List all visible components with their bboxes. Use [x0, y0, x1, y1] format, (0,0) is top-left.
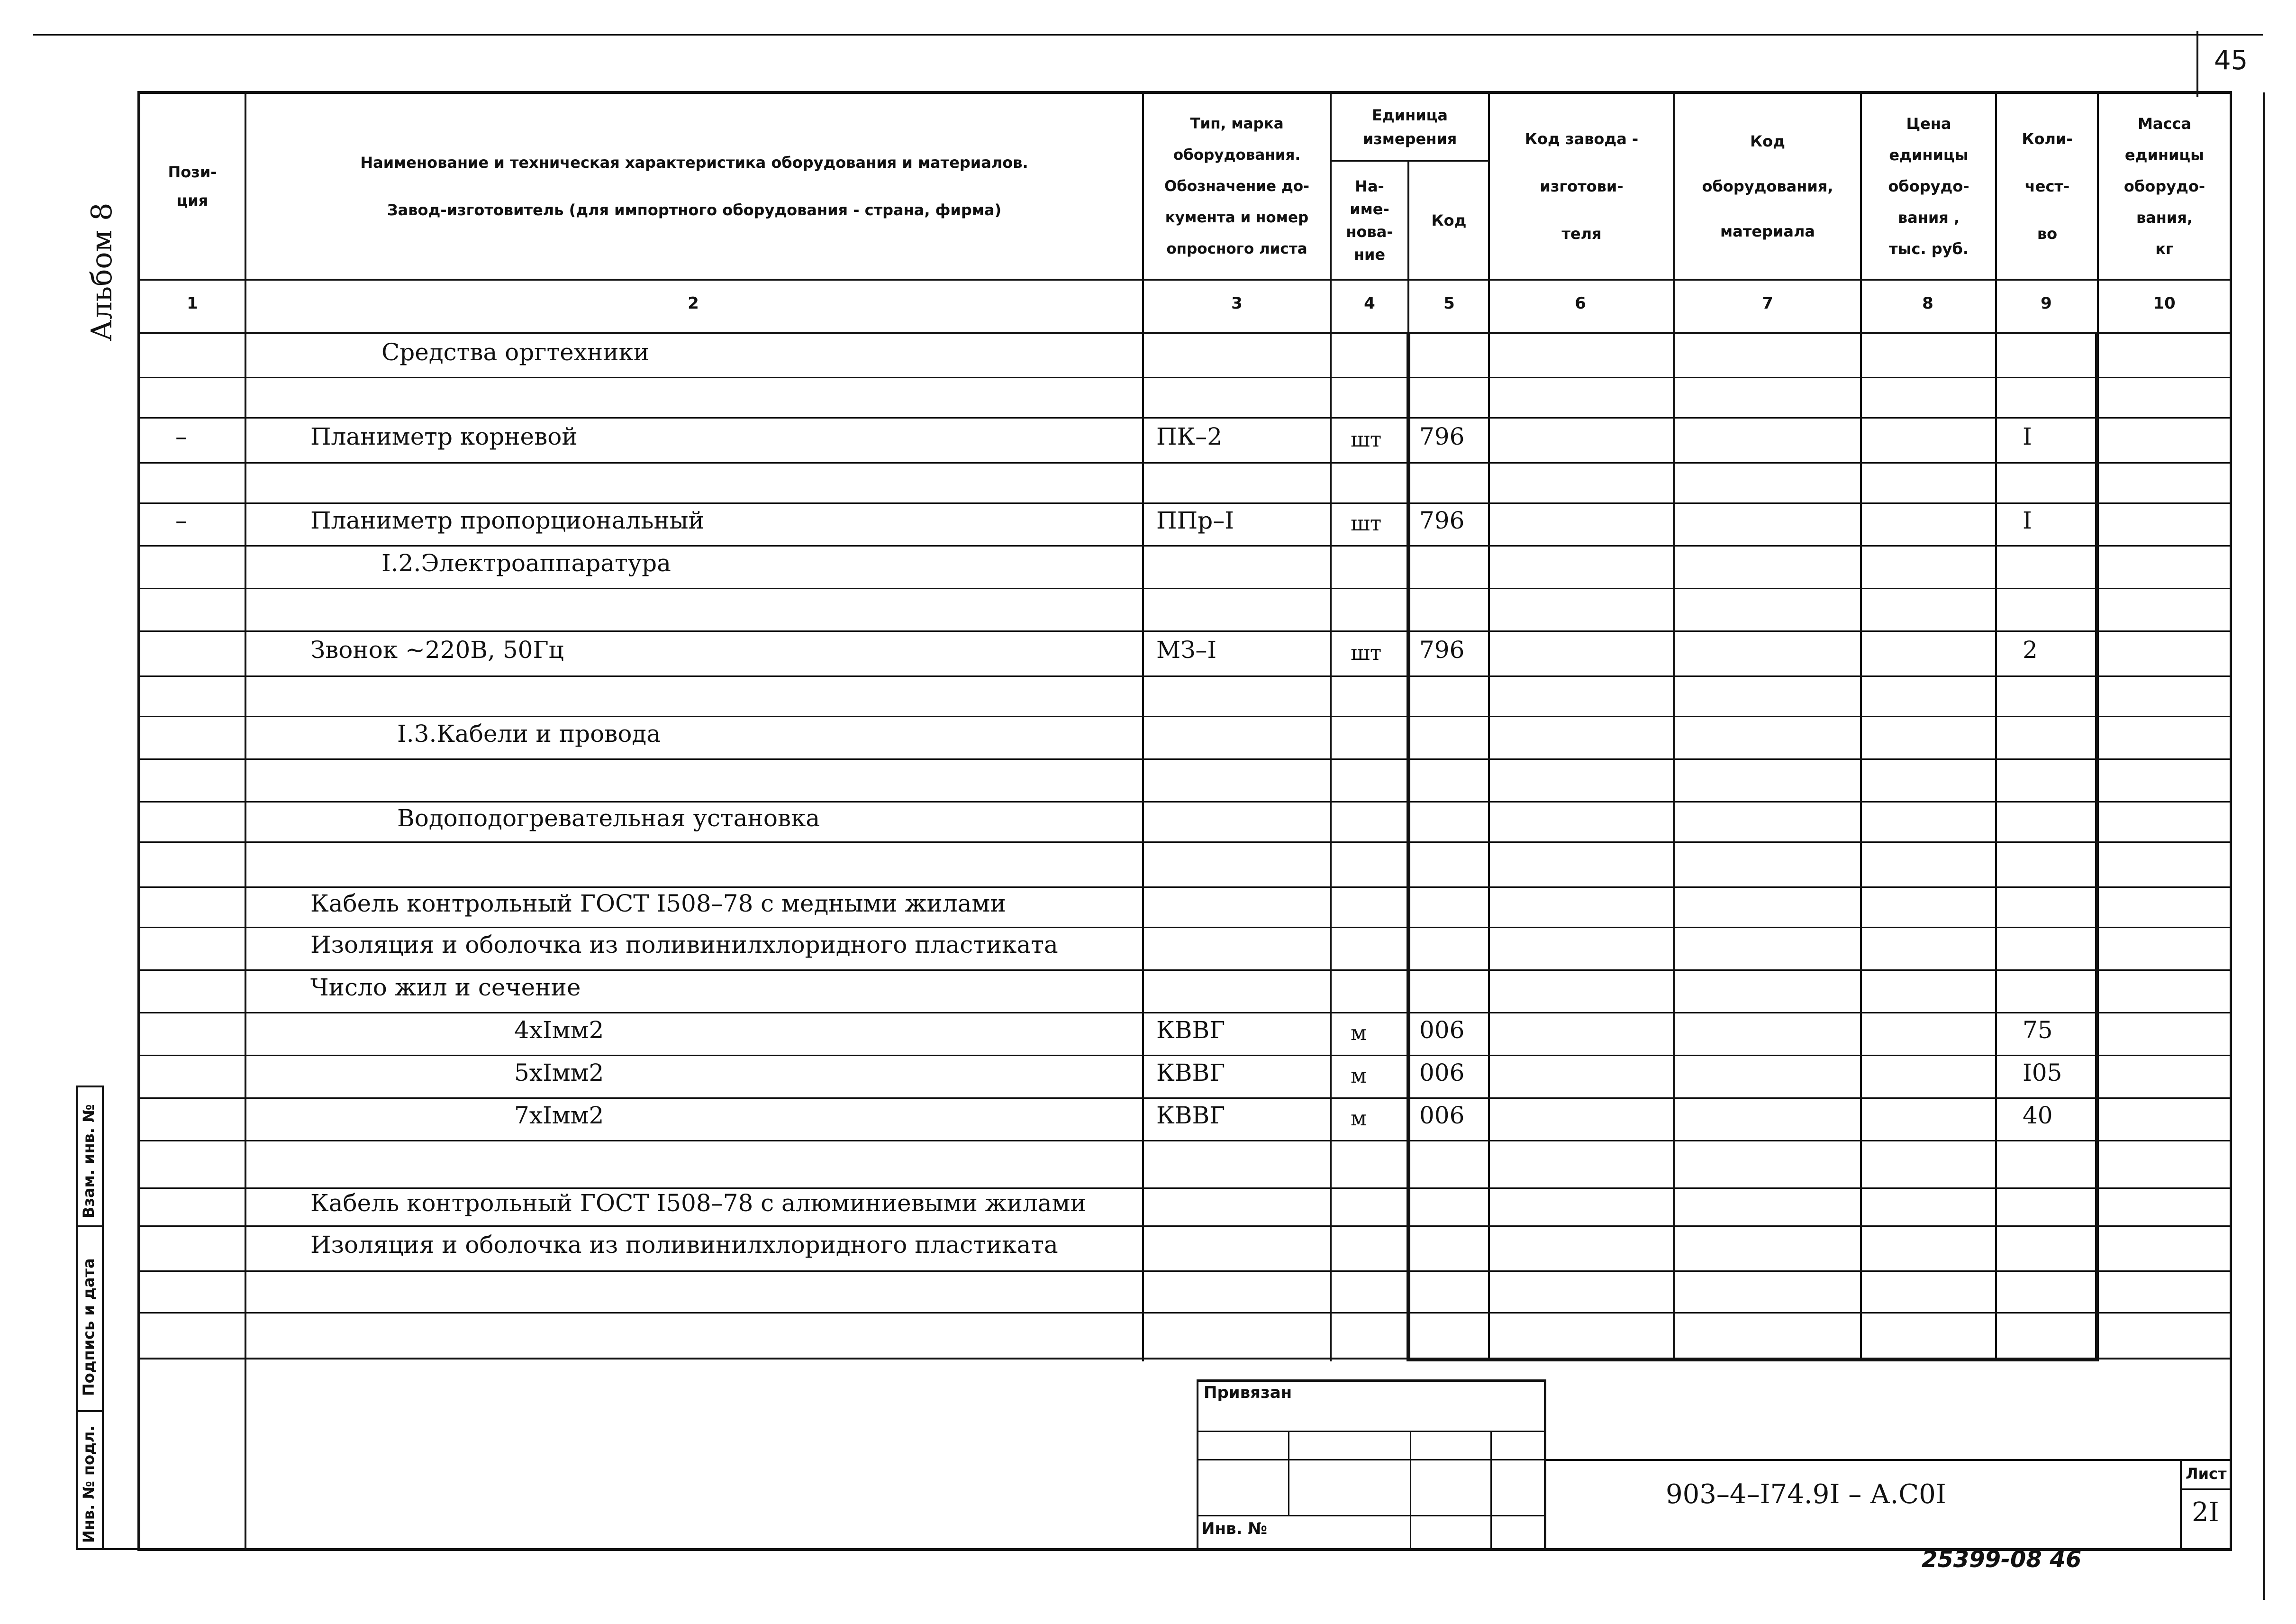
- row-position: –: [175, 422, 187, 450]
- row-name: 7xIмм2: [514, 1102, 604, 1129]
- list-label: Лист: [2186, 1465, 2227, 1483]
- inv-no-label: Инв. №: [1201, 1519, 1268, 1538]
- document-designation: 903–4–I74.9I – А.С0I: [1666, 1479, 1946, 1510]
- row-name: Водоподогревательная установка: [397, 804, 820, 832]
- row-type: КВВГ: [1156, 1102, 1225, 1129]
- column-number-6: 6: [1575, 294, 1586, 313]
- column-number-8: 8: [1922, 294, 1933, 313]
- row-quantity: I05: [2023, 1059, 2062, 1086]
- row-name: 5xIмм2: [514, 1059, 604, 1086]
- column-number-9: 9: [2041, 294, 2052, 313]
- header-unit: Единица измерения: [1362, 106, 1457, 148]
- row-code: 796: [1419, 422, 1465, 450]
- header-col8: Цена единицы оборудо- вания , тыс. руб.: [1888, 115, 1969, 258]
- row-code: 796: [1419, 507, 1465, 534]
- row-name: I.3.Кабели и провода: [397, 720, 661, 748]
- row-quantity: I: [2023, 422, 2032, 450]
- stamp-inv-podl: Инв. № подл.: [80, 1425, 98, 1543]
- row-unit: шт: [1351, 427, 1382, 452]
- row-quantity: 2: [2023, 636, 2038, 664]
- row-unit: м: [1351, 1064, 1367, 1088]
- column-number-10: 10: [2153, 294, 2176, 313]
- row-name: Кабель контрольный ГОСТ I508–78 с медными жилами: [310, 889, 1006, 917]
- row-quantity: I: [2023, 507, 2032, 534]
- row-code: 006: [1419, 1016, 1465, 1044]
- album-label: Альбом 8: [85, 202, 118, 341]
- column-number-5: 5: [1443, 294, 1455, 313]
- row-type: ППр–I: [1156, 507, 1234, 534]
- column-number-1: 1: [187, 294, 198, 313]
- row-name: Планиметр пропорциональный: [310, 507, 704, 534]
- row-unit: шт: [1351, 640, 1382, 665]
- row-name: Изоляция и оболочка из поливинилхлоридного пластиката: [310, 1231, 1058, 1259]
- column-number-4: 4: [1364, 294, 1375, 313]
- list-number: 2I: [2192, 1497, 2219, 1528]
- header-col2: Наименование и техническая характеристика оборудования и материалов. Завод-изготовитель (для импортного оборудования - страна, фирма): [360, 154, 1028, 219]
- row-unit: м: [1351, 1106, 1367, 1131]
- column-number-3: 3: [1231, 294, 1243, 313]
- row-name: I.2.Электроаппаратура: [381, 549, 671, 577]
- row-code: 006: [1419, 1059, 1465, 1086]
- header-col3: Тип, марка оборудования. Обозначение до- кумента и номер опросного листа: [1164, 115, 1310, 257]
- footer-code: 25399-08 46: [1922, 1546, 2082, 1573]
- row-type: ПК–2: [1156, 422, 1223, 450]
- row-name: Число жил и сечение: [310, 974, 581, 1001]
- row-code: 006: [1419, 1102, 1465, 1129]
- row-name: Звонок ~220В, 50Гц: [310, 636, 564, 664]
- header-col6: Код завода - изготови- теля: [1525, 130, 1639, 243]
- column-number-7: 7: [1762, 294, 1773, 313]
- row-name: Планиметр корневой: [310, 422, 578, 450]
- row-type: КВВГ: [1156, 1016, 1225, 1044]
- row-name: Средства оргтехники: [381, 338, 650, 366]
- row-code: 796: [1419, 636, 1465, 664]
- row-name: Кабель контрольный ГОСТ I508–78 с алюминиевыми жилами: [310, 1189, 1086, 1217]
- row-name: Изоляция и оболочка из поливинилхлоридного пластиката: [310, 931, 1058, 958]
- row-type: КВВГ: [1156, 1059, 1225, 1086]
- privyazan-label: Привязан: [1204, 1383, 1292, 1402]
- row-name: 4xIмм2: [514, 1016, 604, 1044]
- header-col4: На- име- нова- ние: [1346, 177, 1393, 264]
- header-col10: Масса единицы оборудо- вания, кг: [2124, 115, 2205, 258]
- row-quantity: 75: [2023, 1016, 2053, 1044]
- row-position: –: [175, 507, 187, 534]
- row-quantity: 40: [2023, 1102, 2053, 1129]
- header-col9: Коли- чест- во: [2022, 130, 2073, 243]
- header-col1: Пози- ция: [168, 163, 217, 210]
- row-unit: м: [1351, 1021, 1367, 1045]
- row-unit: шт: [1351, 511, 1382, 536]
- header-col7: Код оборудования, материала: [1702, 132, 1833, 240]
- page-number: 45: [2214, 45, 2248, 76]
- stamp-vzam-inv: Взам. инв. №: [80, 1104, 98, 1218]
- row-type: МЗ–I: [1156, 636, 1217, 664]
- stamp-podpis-data: Подпись и дата: [80, 1258, 98, 1396]
- header-col5: Код: [1431, 211, 1467, 229]
- column-number-2: 2: [688, 294, 699, 313]
